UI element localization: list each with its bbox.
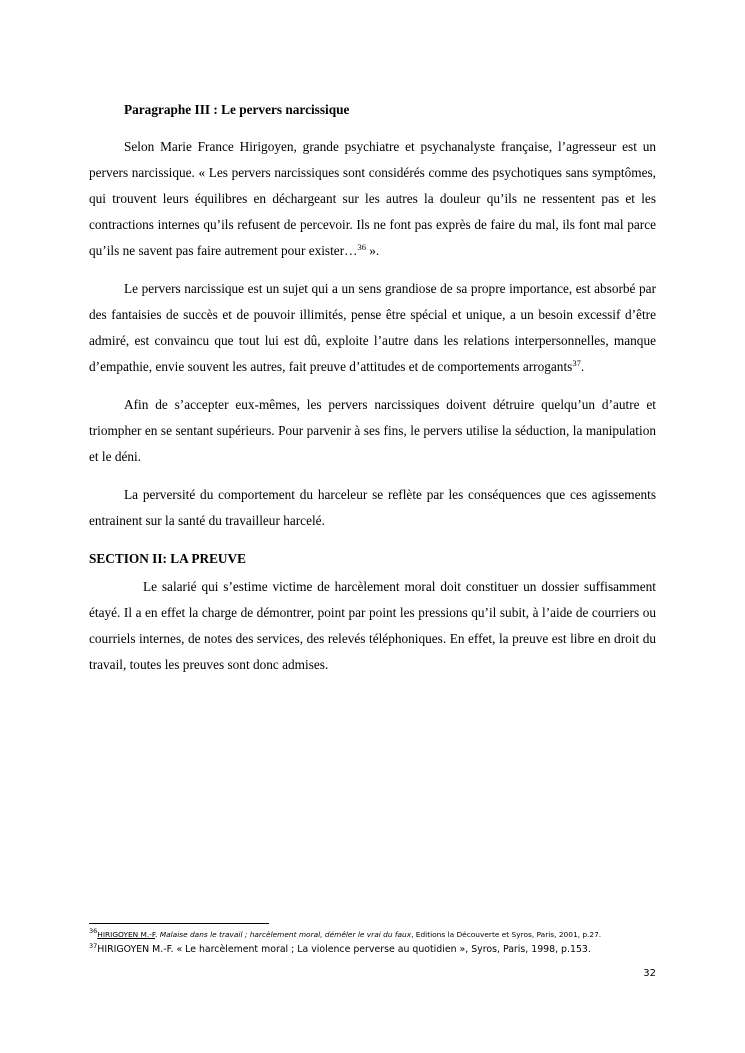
section-title: SECTION II: LA PREUVE: [89, 551, 247, 566]
footnote-text: HIRIGOYEN M.-F. « Le harcèlement moral ; La violence perverse au quotidien », Syros, Paris, 1998, p.153.: [97, 944, 591, 955]
paragraph-perversite: La perversité du comportement du harceleur se reflète par les conséquences que ces agissements entrainent sur la santé du travailleur harcelé.: [89, 487, 656, 528]
paragraph-pervers-definition: [89, 276, 656, 380]
footnote-36: [89, 927, 669, 942]
paragraph-preuve: Le salarié qui s’estime victime de harcèlement moral doit constituer un dossier suffisamment étayé. Il a en effet la charge de démontrer, point par point les pressions qu’il subit, à l’aide de courriers ou courriels internes, de notes des services, des relevés téléphoniques. En effet, la preuve est libre en droit du travail, toutes les preuves sont donc admises.: [89, 579, 656, 672]
paragraph-text: Selon Marie France Hirigoyen, grande psychiatre et psychanalyste française, l’agresseur est un pervers narcissique. « Les pervers narcissiques sont considérés comme des psychotiques sans symptômes, qui trouvent leurs équilibres en déchargeant sur les autres la douleur qu’ils ne ressentent pas et les contractions internes qu’ils refusent de percevoir. Ils ne font pas exprès de faire du mal, ils font mal parce qu’ils ne savent pas faire autrement pour exister…: [89, 139, 656, 258]
footnote-ref-36[interactable]: 36: [357, 242, 366, 252]
footnote-separator-text: .: [155, 930, 160, 939]
paragraph-hirigoyen-quote: [89, 134, 656, 264]
paragraph-destruction: Afin de s’accepter eux-mêmes, les pervers narcissiques doivent détruire quelqu’un d’autre et triompher en se sentant supérieurs. Pour parvenir à ses fins, le pervers utilise la séduction, la manipulation et le déni.: [89, 397, 656, 464]
footnote-publisher: , Editions la Découverte et Syros, Paris, 2001, p.27.: [411, 930, 602, 939]
page-body: [89, 97, 656, 690]
footnote-number: 36: [89, 927, 98, 935]
footnote-separator: [89, 923, 269, 924]
footnote-ref-37[interactable]: 37: [572, 358, 581, 368]
footnote-title: Malaise dans le travail ; harcèlement moral, démêler le vrai du faux: [159, 930, 412, 939]
footnotes: [89, 923, 669, 957]
footnote-37: [89, 942, 669, 957]
paragraph-tail: ».: [365, 243, 380, 258]
paragraph-heading: Paragraphe III : Le pervers narcissique: [124, 102, 350, 117]
footnote-number: 37: [89, 942, 98, 950]
paragraph-text: Le pervers narcissique est un sujet qui a un sens grandiose de sa propre importance, est absorbé par des fantaisies de succès et de pouvoir illimités, pense être spécial et unique, a un besoin excessif d’être admiré, est convaincu que tout lui est dû, exploite l’autre dans les relations interpersonnelles, manque d’empathie, envie souvent les autres, fait preuve d’attitudes et de comportements arrogants: [89, 281, 656, 374]
page-number: 32: [643, 968, 656, 979]
paragraph-tail: .: [580, 359, 585, 374]
footnote-author: HIRIGOYEN M.-F: [97, 930, 155, 939]
